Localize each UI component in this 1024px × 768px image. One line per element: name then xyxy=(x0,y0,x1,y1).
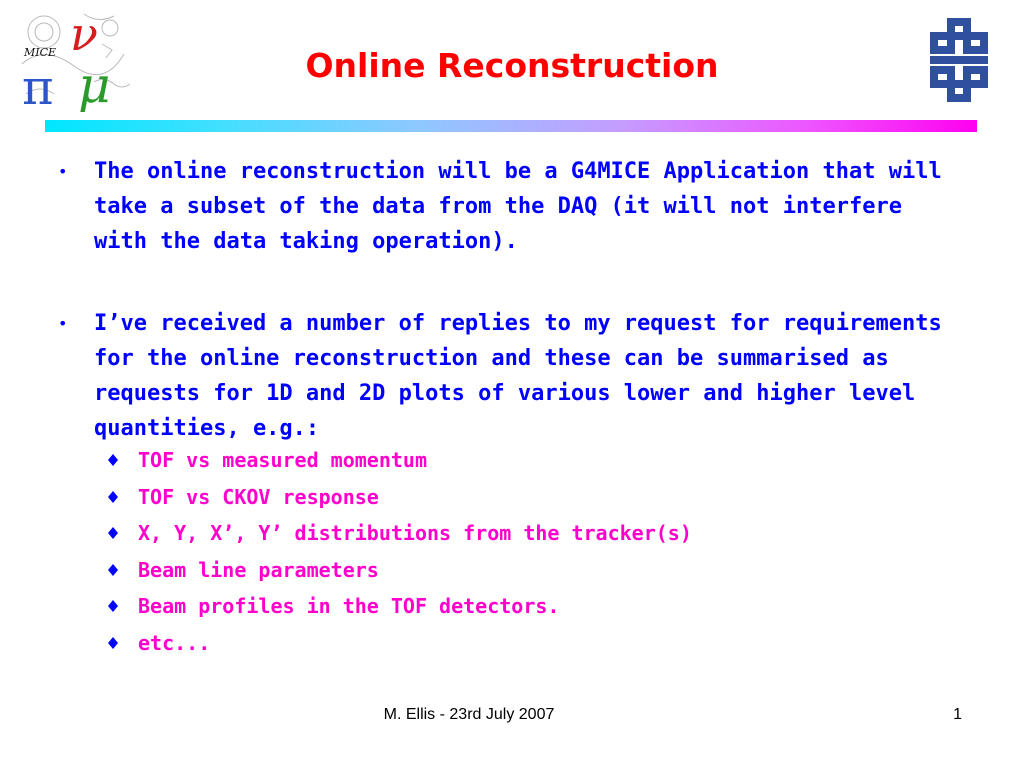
mice-logo-pi: π xyxy=(22,60,54,112)
mice-logo-nu: ν xyxy=(70,7,98,61)
bullet-text: I’ve received a number of replies to my request for requirements for the online reconstruction and these can be summarised as requests for 1D and 2D plots of various lower and higher level quantities, e.g.: xyxy=(94,311,942,441)
mice-logo-mu: μ xyxy=(78,56,111,112)
footer-author-date: M. Ellis - 23rd July 2007 xyxy=(383,706,555,723)
diamond-bullet-icon xyxy=(108,600,118,612)
sub-bullet-text: TOF vs CKOV response xyxy=(138,484,379,509)
sub-bullet-text: Beam line parameters xyxy=(138,557,379,582)
header-divider xyxy=(45,120,977,132)
bullet-item xyxy=(56,306,946,446)
diamond-bullet-icon xyxy=(108,527,118,539)
mice-logo-text: MICE xyxy=(24,46,57,59)
sub-bullet-list xyxy=(106,444,906,663)
sub-bullet-text: Beam profiles in the TOF detectors. xyxy=(138,594,560,618)
bullet-item xyxy=(56,154,946,259)
diamond-bullet-icon xyxy=(108,637,118,649)
diamond-bullet-icon xyxy=(108,564,118,576)
sub-bullet-item xyxy=(106,554,906,591)
slide-footer xyxy=(0,706,1024,730)
page-number: 1 xyxy=(953,706,962,723)
sub-bullet-text: TOF vs measured momentum xyxy=(138,448,427,472)
sub-bullet-text: X, Y, X’, Y’ distributions from the tracker(s) xyxy=(138,521,692,545)
sub-bullet-item xyxy=(106,481,906,518)
bullet-text: The online reconstruction will be a G4MICE Application that will take a subset of the data from the DAQ (it will not interfere with the data taking operation). xyxy=(94,159,942,254)
diamond-bullet-icon xyxy=(108,491,118,503)
diamond-bullet-icon xyxy=(108,454,118,466)
sub-bullet-text: etc... xyxy=(138,630,211,655)
bullet-dot-icon: • xyxy=(58,162,68,181)
sub-bullet-item xyxy=(106,627,906,664)
sub-bullet-item xyxy=(106,590,906,627)
bullet-dot-icon: • xyxy=(58,314,68,333)
slide-title: Online Reconstruction xyxy=(305,46,719,85)
sub-bullet-item xyxy=(106,517,906,554)
fermilab-logo xyxy=(930,18,988,102)
sub-bullet-item xyxy=(106,444,906,481)
